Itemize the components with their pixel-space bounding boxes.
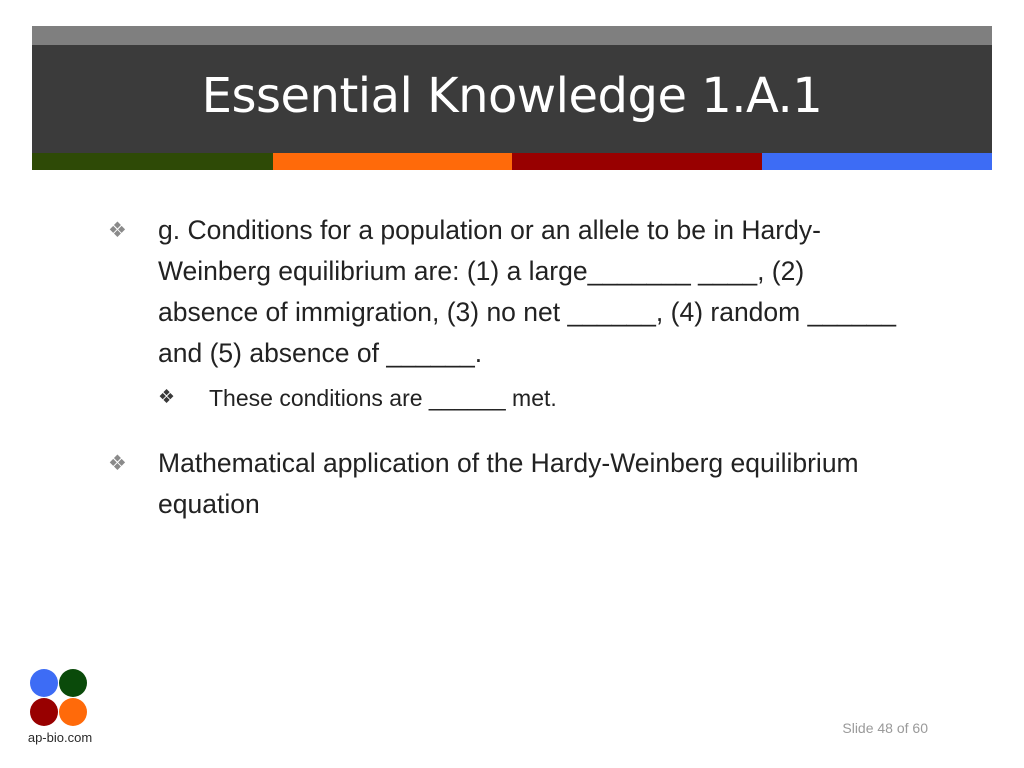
logo-circle-green — [59, 669, 87, 697]
logo-caption: ap-bio.com — [27, 730, 93, 745]
sub-bullet-text: These conditions are ______ met. — [209, 385, 557, 411]
slide-content — [108, 210, 908, 525]
bullet-text: Mathematical application of the Hardy-Weinberg equilibrium equation — [158, 448, 859, 519]
diamond-cluster-icon: ❖ — [108, 219, 127, 242]
slide-number: Slide 48 of 60 — [842, 720, 928, 736]
header-strip — [32, 26, 992, 45]
bullet-item — [108, 443, 908, 525]
bullet-text: g. Conditions for a population or an allele to be in Hardy-Weinberg equilibrium are: (1) a large_______ ____, (2) absence of immigration, (3) no net ______, (4) random ______ and (5) absence of ______. — [158, 215, 897, 368]
sub-bullet-item — [158, 381, 908, 415]
diamond-cluster-icon: ❖ — [108, 452, 127, 475]
band-segment-green — [32, 153, 273, 170]
band-segment-orange — [273, 153, 512, 170]
logo-circle-red — [30, 698, 58, 726]
logo-circle-orange — [59, 698, 87, 726]
band-segment-red — [512, 153, 762, 170]
slide-title: Essential Knowledge 1.A.1 — [201, 68, 823, 124]
color-band — [32, 153, 992, 170]
logo-circle-blue — [30, 669, 58, 697]
band-segment-blue — [762, 153, 992, 170]
four-circle-logo-icon — [28, 668, 90, 728]
title-bar — [32, 45, 992, 153]
ap-bio-logo — [28, 668, 90, 728]
diamond-cluster-icon: ❖ — [158, 387, 176, 408]
bullet-item — [108, 210, 908, 374]
